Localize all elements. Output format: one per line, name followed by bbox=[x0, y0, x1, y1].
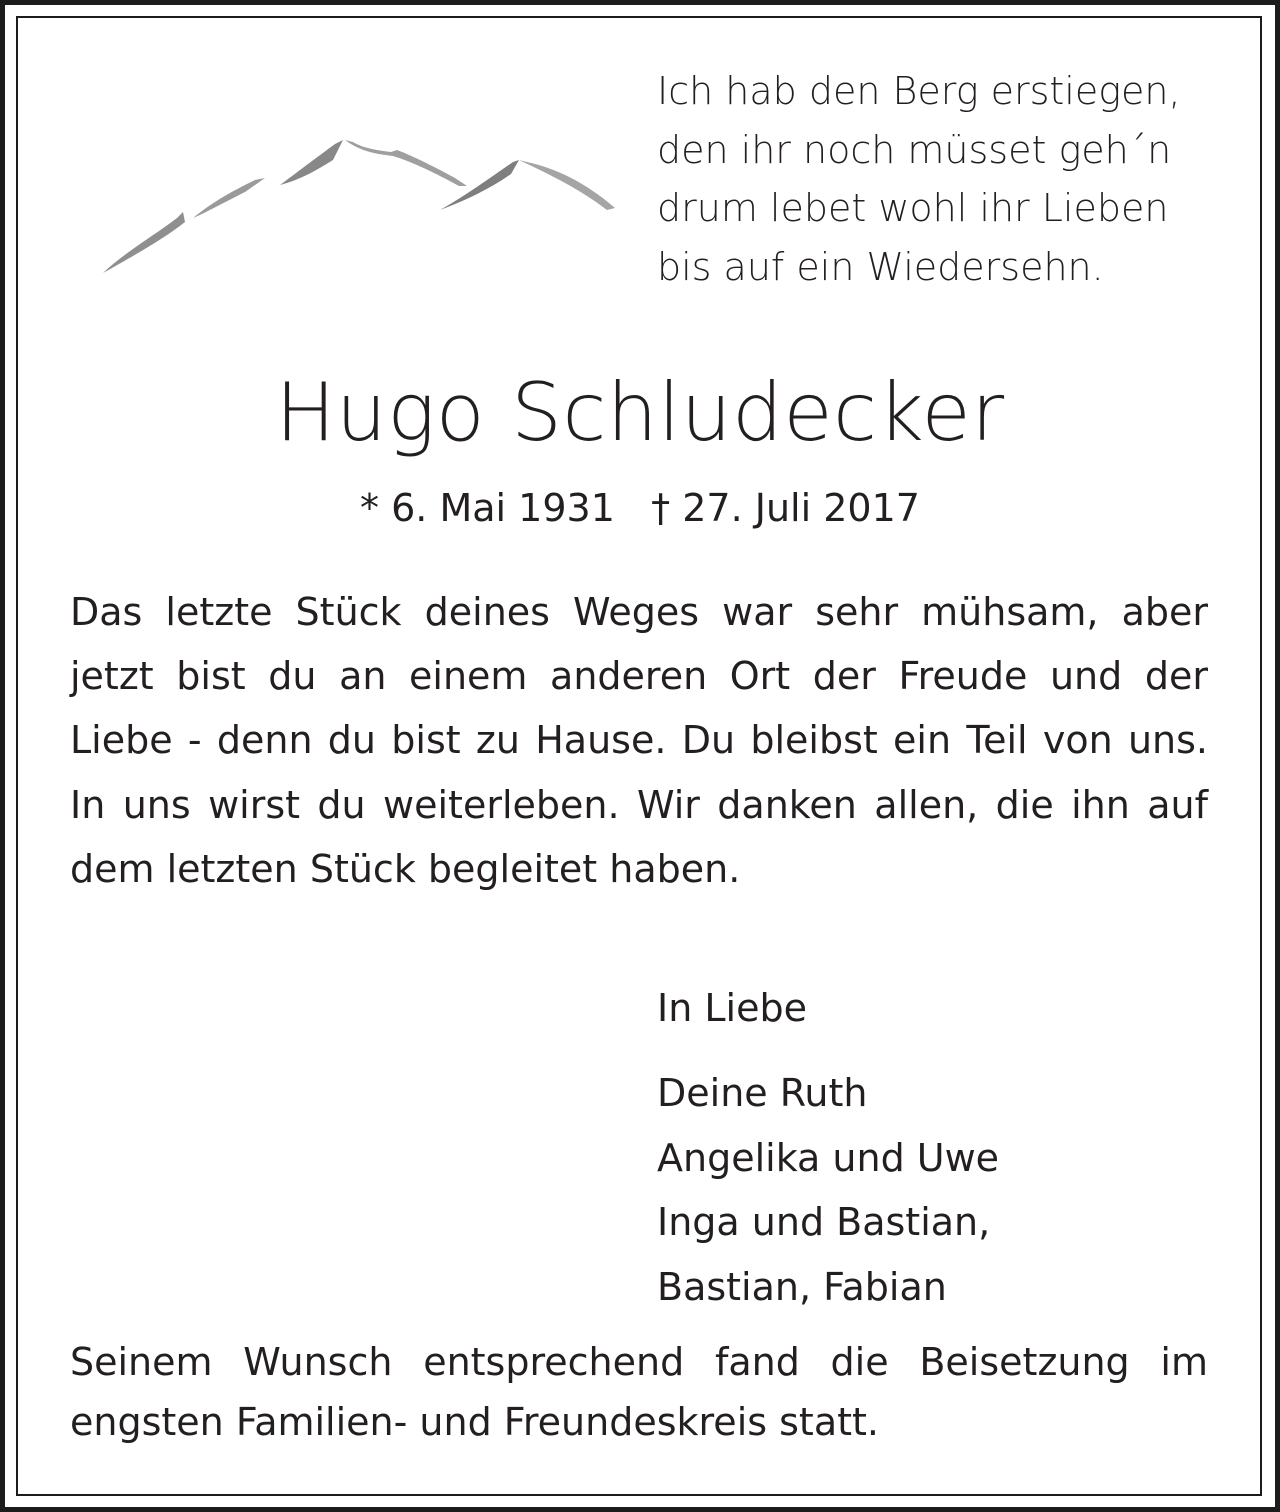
poem-line: drum lebet wohl ihr Lieben bbox=[657, 186, 1169, 230]
deceased-name: Hugo Schludecker bbox=[275, 366, 1005, 459]
closing-phrase: In Liebe bbox=[657, 986, 807, 1030]
birth-date: * 6. Mai 1931 bbox=[360, 486, 615, 530]
poem bbox=[657, 62, 1247, 296]
mountain-icon bbox=[95, 130, 625, 280]
poem-line: Ich hab den Berg erstiegen, bbox=[657, 69, 1181, 113]
signature-line: Inga und Bastian, bbox=[657, 1200, 991, 1244]
date-separator bbox=[615, 486, 651, 530]
memorial-message: Das letzte Stück deines Weges war sehr mühsam, aber jetzt bist du an einem anderen Ort der Freude und der Liebe - denn du bist zu Hause. Du bleibst ein Teil von uns. In uns wirst du weiterleben. Wir danken allen, die ihn auf dem letzten Stück begleitet haben. bbox=[70, 590, 1208, 891]
signature-line: Angelika und Uwe bbox=[657, 1135, 1000, 1180]
burial-note: Seinem Wunsch entsprechend fand die Beisetzung im engsten Familien- und Freundeskreis statt. bbox=[70, 1340, 1208, 1444]
poem-line: den ihr noch müsset geh´n bbox=[657, 127, 1172, 172]
signature-line: Bastian, Fabian bbox=[657, 1264, 947, 1309]
poem-line: bis auf ein Wiedersehn. bbox=[657, 244, 1104, 289]
signature-line: Deine Ruth bbox=[657, 1071, 868, 1115]
death-date: † 27. Juli 2017 bbox=[651, 486, 920, 530]
signatures bbox=[657, 1061, 999, 1319]
life-dates bbox=[0, 483, 1280, 533]
